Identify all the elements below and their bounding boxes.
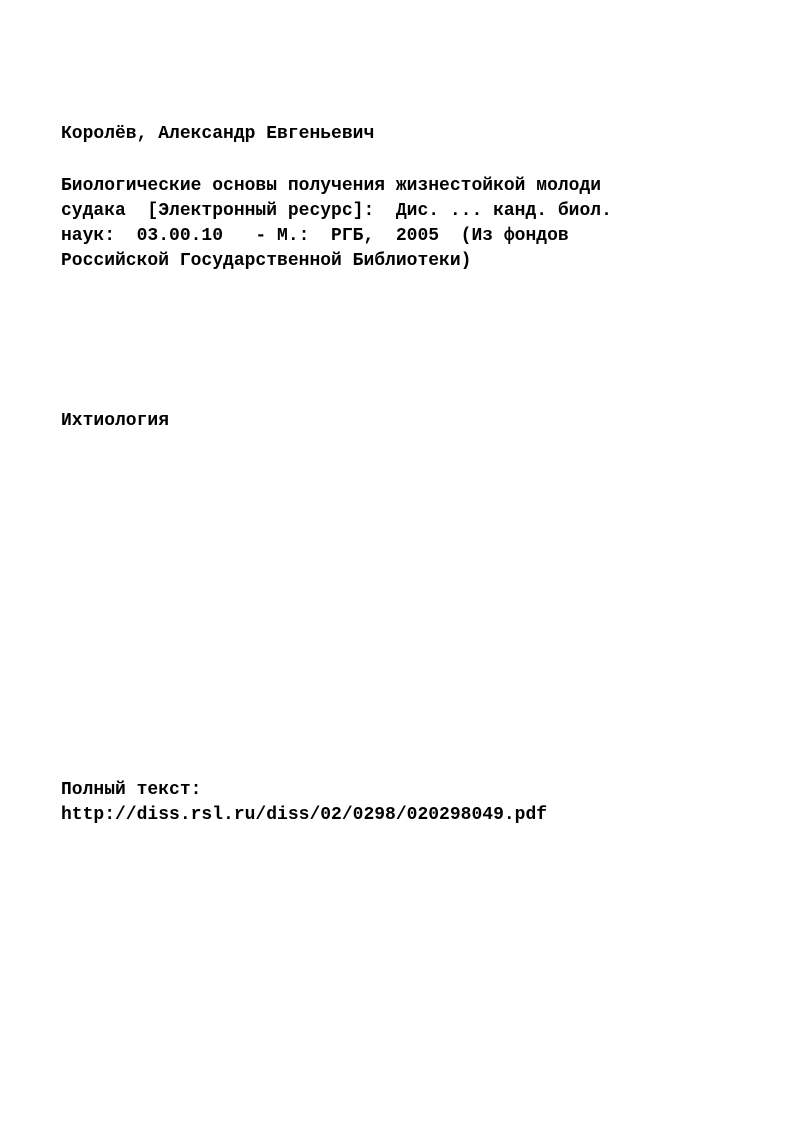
full-text-label: Полный текст: — [61, 780, 202, 800]
author-name: Королёв, Александр Евгеньевич — [61, 124, 375, 144]
subject-heading: Ихтиология — [61, 411, 170, 431]
title-line: судака [Электронный ресурс]: Дис. ... канд. биол. — [61, 201, 612, 221]
title-line: наук: 03.00.10 - М.: РГБ, 2005 (Из фондов — [61, 226, 569, 246]
title-line: Российской Государственной Библиотеки) — [61, 251, 472, 271]
full-text-link[interactable]: http://diss.rsl.ru/diss/02/0298/020298049.pdf — [61, 805, 548, 825]
title-line: Биологические основы получения жизнестойкой молоди — [61, 176, 602, 196]
